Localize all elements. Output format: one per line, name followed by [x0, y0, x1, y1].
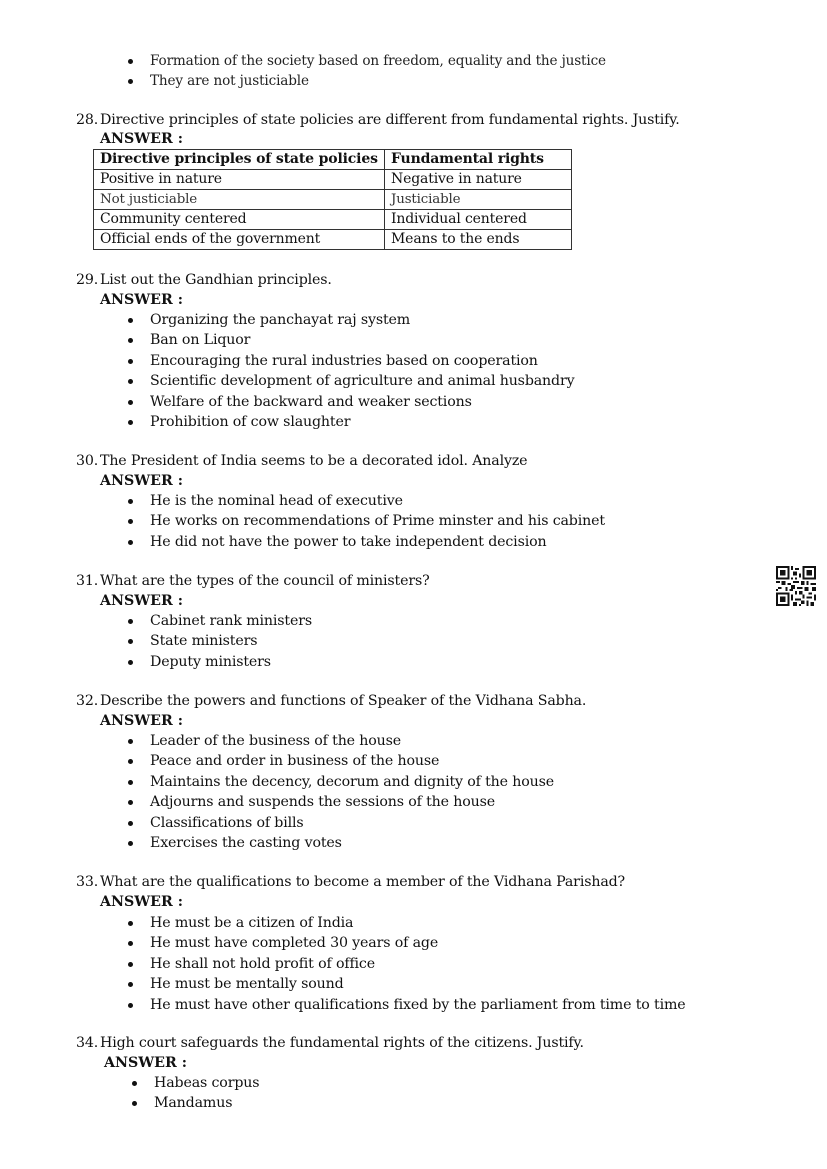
question-number: 33.: [76, 874, 99, 890]
list-item: They are not justiciable: [126, 71, 606, 91]
list-item: Classifications of bills: [126, 813, 554, 833]
answer-list-31: [126, 611, 312, 672]
answer-label: ANSWER :: [100, 292, 183, 308]
comparison-table: [93, 149, 572, 250]
question-33: [76, 872, 625, 892]
list-item: Encouraging the rural industries based on cooperation: [126, 351, 574, 371]
answer-label: ANSWER :: [100, 473, 183, 489]
table-cell: Justiciable: [385, 190, 572, 210]
question-text: What are the types of the council of ministers?: [100, 573, 430, 589]
table-cell: Positive in nature: [94, 170, 385, 190]
answer-list-29: [126, 310, 574, 432]
list-item: State ministers: [126, 631, 312, 651]
list-item: Ban on Liquor: [126, 330, 574, 350]
question-text: Describe the powers and functions of Speaker of the Vidhana Sabha.: [100, 693, 587, 709]
question-number: 28.: [76, 112, 99, 128]
list-item: He is the nominal head of executive: [126, 491, 605, 511]
list-item: Organizing the panchayat raj system: [126, 310, 574, 330]
table-cell: Individual centered: [385, 210, 572, 230]
question-34: [76, 1033, 584, 1053]
list-item: Prohibition of cow slaughter: [126, 412, 574, 432]
table-row: [94, 170, 572, 190]
answer-list-30: [126, 491, 605, 552]
table-row: [94, 210, 572, 230]
question-text: The President of India seems to be a decorated idol. Analyze: [100, 453, 528, 469]
list-item: Exercises the casting votes: [126, 833, 554, 853]
list-item: He must be mentally sound: [126, 974, 686, 994]
table-row: [94, 230, 572, 250]
list-item: Adjourns and suspends the sessions of the house: [126, 792, 554, 812]
list-item: Maintains the decency, decorum and dignity of the house: [126, 772, 554, 792]
answer-label: ANSWER :: [100, 713, 183, 729]
answer-label: ANSWER :: [100, 593, 183, 609]
question-text: High court safeguards the fundamental rights of the citizens. Justify.: [100, 1035, 584, 1051]
list-item: Deputy ministers: [126, 652, 312, 672]
question-32: [76, 691, 586, 711]
list-item: Peace and order in business of the house: [126, 751, 554, 771]
qr-code-icon: [776, 566, 816, 606]
question-number: 29.: [76, 272, 99, 288]
question-number: 34.: [76, 1035, 99, 1051]
list-item: Cabinet rank ministers: [126, 611, 312, 631]
list-item: He shall not hold profit of office: [126, 954, 686, 974]
table-cell: Means to the ends: [385, 230, 572, 250]
list-item: Scientific development of agriculture and animal husbandry: [126, 371, 574, 391]
table-cell: Negative in nature: [385, 170, 572, 190]
answer-label: ANSWER :: [100, 131, 183, 147]
list-item: He must have completed 30 years of age: [126, 933, 686, 953]
question-28: [76, 110, 680, 130]
list-item: He must have other qualifications fixed by the parliament from time to time: [126, 995, 686, 1015]
question-31: [76, 571, 430, 591]
answer-label: ANSWER :: [104, 1055, 187, 1071]
answer-list-32: [126, 731, 554, 853]
question-number: 30.: [76, 453, 99, 469]
list-item: Welfare of the backward and weaker sections: [126, 392, 574, 412]
table-cell: Not justiciable: [94, 190, 385, 210]
table-cell: Community centered: [94, 210, 385, 230]
list-item: He must be a citizen of India: [126, 913, 686, 933]
top-bullet-list: [126, 51, 606, 92]
question-29: [76, 270, 332, 290]
list-item: Leader of the business of the house: [126, 731, 554, 751]
list-item: Mandamus: [130, 1093, 259, 1113]
question-text: Directive principles of state policies are different from fundamental rights. Justify.: [100, 112, 680, 128]
question-text: What are the qualifications to become a member of the Vidhana Parishad?: [100, 874, 626, 890]
list-item: He works on recommendations of Prime minster and his cabinet: [126, 511, 605, 531]
list-item: Formation of the society based on freedom, equality and the justice: [126, 51, 606, 71]
answer-list-34: [130, 1073, 259, 1114]
list-item: Habeas corpus: [130, 1073, 259, 1093]
answer-label: ANSWER :: [100, 894, 183, 910]
column-header: Directive principles of state policies: [94, 150, 385, 170]
list-item: He did not have the power to take independent decision: [126, 532, 605, 552]
table-header-row: [94, 150, 572, 170]
table-row: [94, 190, 572, 210]
answer-list-33: [126, 913, 686, 1015]
column-header: Fundamental rights: [385, 150, 572, 170]
question-30: [76, 451, 527, 471]
table-cell: Official ends of the government: [94, 230, 385, 250]
question-number: 31.: [76, 573, 99, 589]
question-number: 32.: [76, 693, 99, 709]
question-text: List out the Gandhian principles.: [100, 272, 332, 288]
